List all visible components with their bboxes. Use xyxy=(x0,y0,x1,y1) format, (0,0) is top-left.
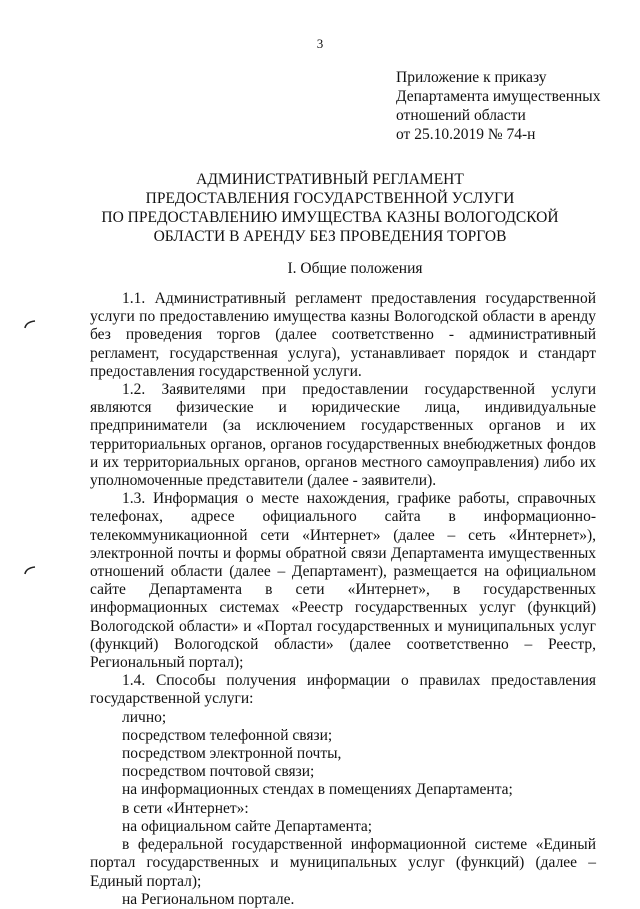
appendix-line: Департамента имущественных xyxy=(396,88,601,105)
hole-punch-mark-icon xyxy=(24,320,36,329)
title-line: ОБЛАСТИ В АРЕНДУ БЕЗ ПРОВЕДЕНИЯ ТОРГОВ xyxy=(153,228,507,245)
list-item: лично; xyxy=(122,708,167,726)
hole-punch-mark-icon xyxy=(24,566,36,575)
title-line: АДМИНИСТРАТИВНЫЙ РЕГЛАМЕНТ xyxy=(196,171,464,188)
appendix-block xyxy=(396,68,616,144)
title-line: ПРЕДОСТАВЛЕНИЯ ГОСУДАРСТВЕННОЙ УСЛУГИ xyxy=(145,190,515,207)
list-item: в сети «Интернет»: xyxy=(122,799,249,817)
title-line: ПО ПРЕДОСТАВЛЕНИЮ ИМУЩЕСТВА КАЗНЫ ВОЛОГОДСКОЙ xyxy=(101,209,559,226)
appendix-line: Приложение к приказу xyxy=(396,69,547,86)
list-item: посредством почтовой связи; xyxy=(122,763,315,781)
appendix-line: отношений области xyxy=(396,107,526,124)
list-item: на официальном сайте Департамента; xyxy=(122,817,373,835)
list-item: посредством телефонной связи; xyxy=(122,726,333,744)
list-item: на Региональном портале. xyxy=(122,890,295,908)
list-item: посредством электронной почты, xyxy=(122,745,342,763)
list-item: на информационных стендах в помещениях Департамента; xyxy=(122,781,513,799)
section-heading: I. Общие положения xyxy=(287,260,423,277)
paragraph-1-2: 1.2. Заявителями при предоставлении государственной услуги являются физические и юридические лица, индивидуальные предприниматели (за исключением государственных органов и их территориальных органов, органов государственных внебюджетных фондов и их территориальных органов, органов местного самоуправления) либо их уполномоченные представители (далее - заявители). xyxy=(90,381,596,490)
body-text xyxy=(90,290,596,909)
paragraph-1-4: 1.4. Способы получения информации о правилах предоставления государственной услуги: xyxy=(90,672,596,708)
appendix-line: от 25.10.2019 № 74-н xyxy=(396,126,536,143)
page-number: 3 xyxy=(316,36,324,51)
document-title xyxy=(60,170,600,246)
list-item: в федеральной государственной информационной системе «Единый портал государственных и муниципальных услуг (функций) (далее – Единый портал); xyxy=(90,836,596,890)
paragraph-1-1: 1.1. Административный регламент предоставления государственной услуги по предоставлению имущества казны Вологодской области в аренду без проведения торгов (далее соответственно - административный регламент, государственная услуга), устанавливает порядок и стандарт предоставления государственной услуги. xyxy=(90,290,596,380)
paragraph-1-3: 1.3. Информация о месте нахождения, графике работы, справочных телефонах, адресе официального сайта в информационно-телекоммуникационной сети «Интернет» (далее – сеть «Интернет»), электронной почты и формы обратной связи Департамента имущественных отношений области (далее – Департамент), размещается на официальном сайте Департамента в сети «Интернет», в государственных информационных системах «Реестр государственных услуг (функций) Вологодской области» и «Портал государственных и муниципальных услуг (функций) Вологодской области» (далее соответственно – Реестр, Региональный портал); xyxy=(90,490,596,672)
